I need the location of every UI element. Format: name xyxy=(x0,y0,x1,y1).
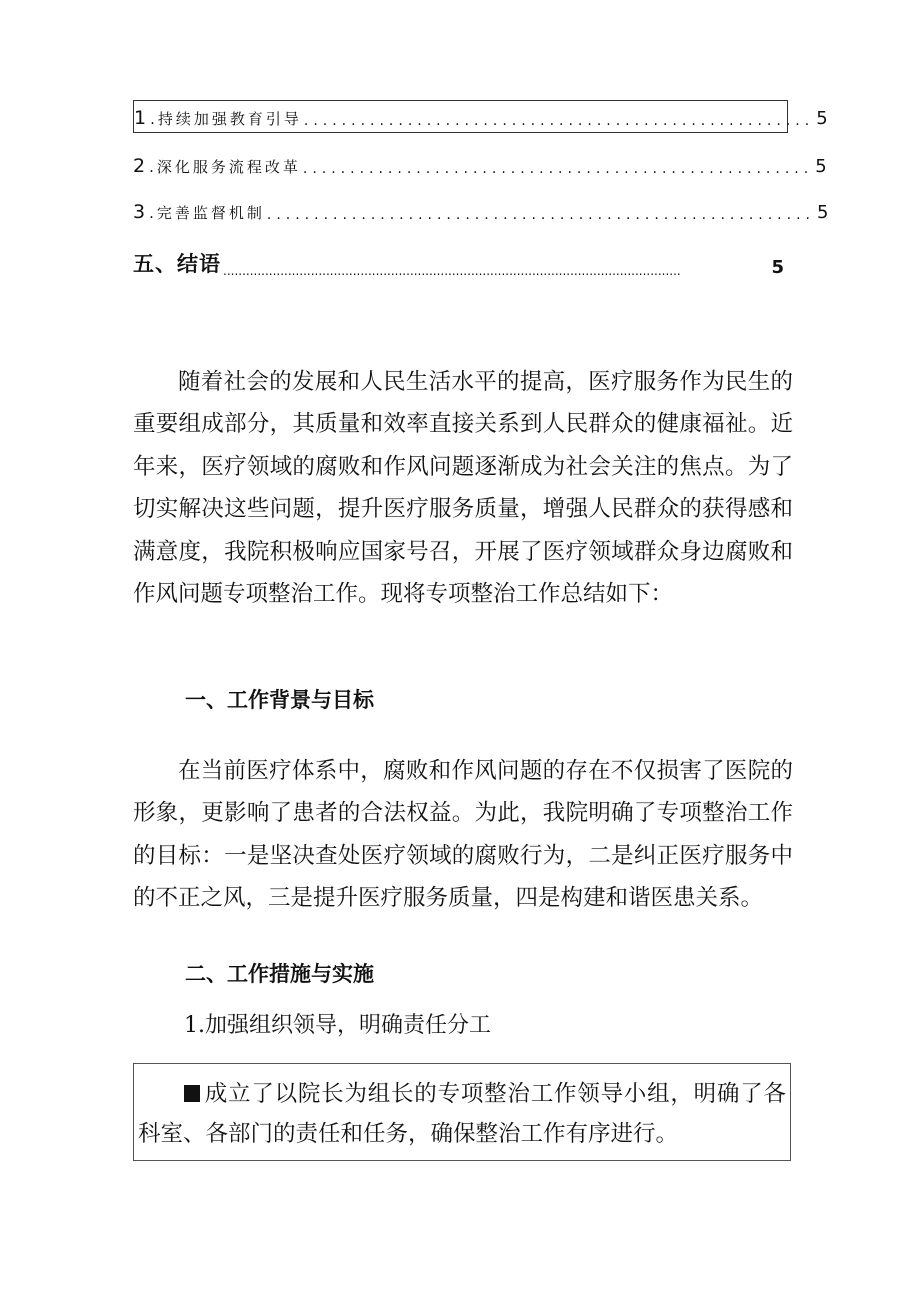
toc-item-number: 2 xyxy=(133,155,146,177)
toc-leader-dots: ........................................................................................................................ xyxy=(223,264,681,278)
toc-page-number: 5 xyxy=(816,108,828,129)
toc-item-label: .持续加强教育引导 xyxy=(150,110,302,128)
toc-item-3[interactable] xyxy=(133,193,829,223)
section-heading-background: 一、工作背景与目标 xyxy=(185,688,374,712)
toc-item-1[interactable] xyxy=(133,100,828,133)
toc-page-number: 5 xyxy=(817,202,829,223)
toc-item-label: .完善监督机制 xyxy=(149,204,265,222)
section-heading-measures: 二、工作措施与实施 xyxy=(185,962,374,986)
section-background-paragraph: 在当前医疗体系中，腐败和作风问题的存在不仅损害了医院的形象，更影响了患者的合法权益。为此，我院明确了专项整治工作的目标：一是坚决查处医疗领域的腐败行为，二是纠正医疗服务中的不正之风，三是提升医疗服务质量，四是构建和谐医患关系。 xyxy=(133,758,793,912)
square-bullet-icon xyxy=(184,1085,200,1102)
toc-item-label: .深化服务流程改革 xyxy=(149,158,301,176)
boxed-paragraph xyxy=(133,1063,791,1161)
intro-paragraph: 随着社会的发展和人民生活水平的提高，医疗服务作为民生的重要组成部分，其质量和效率直接关系到人民群众的健康福祉。近年来，医疗领域的腐败和作风问题逐渐成为社会关注的焦点。为了切实解决这些问题，提升医疗服务质量，增强人民群众的获得感和满意度，我院积极响应国家号召，开展了医疗领域群众身边腐败和作风问题专项整治工作。现将专项整治工作总结如下： xyxy=(133,369,793,608)
toc-page-number: 5 xyxy=(815,156,827,177)
toc-item-number: 3 xyxy=(133,201,146,223)
toc-item-number: 1 xyxy=(134,107,147,129)
toc-page-number: 5 xyxy=(771,257,784,278)
toc-item-label: 五、结语 xyxy=(133,252,221,276)
toc-leader-dots: .......................................................... xyxy=(266,207,815,223)
toc-leader-dots: ...................................................... xyxy=(303,113,815,129)
boxed-paragraph-text: 成立了以院长为组长的专项整治工作领导小组，明确了各科室、各部门的责任和任务，确保整治工作有序进行。 xyxy=(138,1081,786,1147)
toc-item-conclusion[interactable] xyxy=(133,244,788,278)
toc-item-2[interactable] xyxy=(133,147,827,177)
subsection-heading-leadership: 1.加强组织领导，明确责任分工 xyxy=(184,1013,491,1038)
toc-leader-dots: ...................................................... xyxy=(302,161,814,177)
